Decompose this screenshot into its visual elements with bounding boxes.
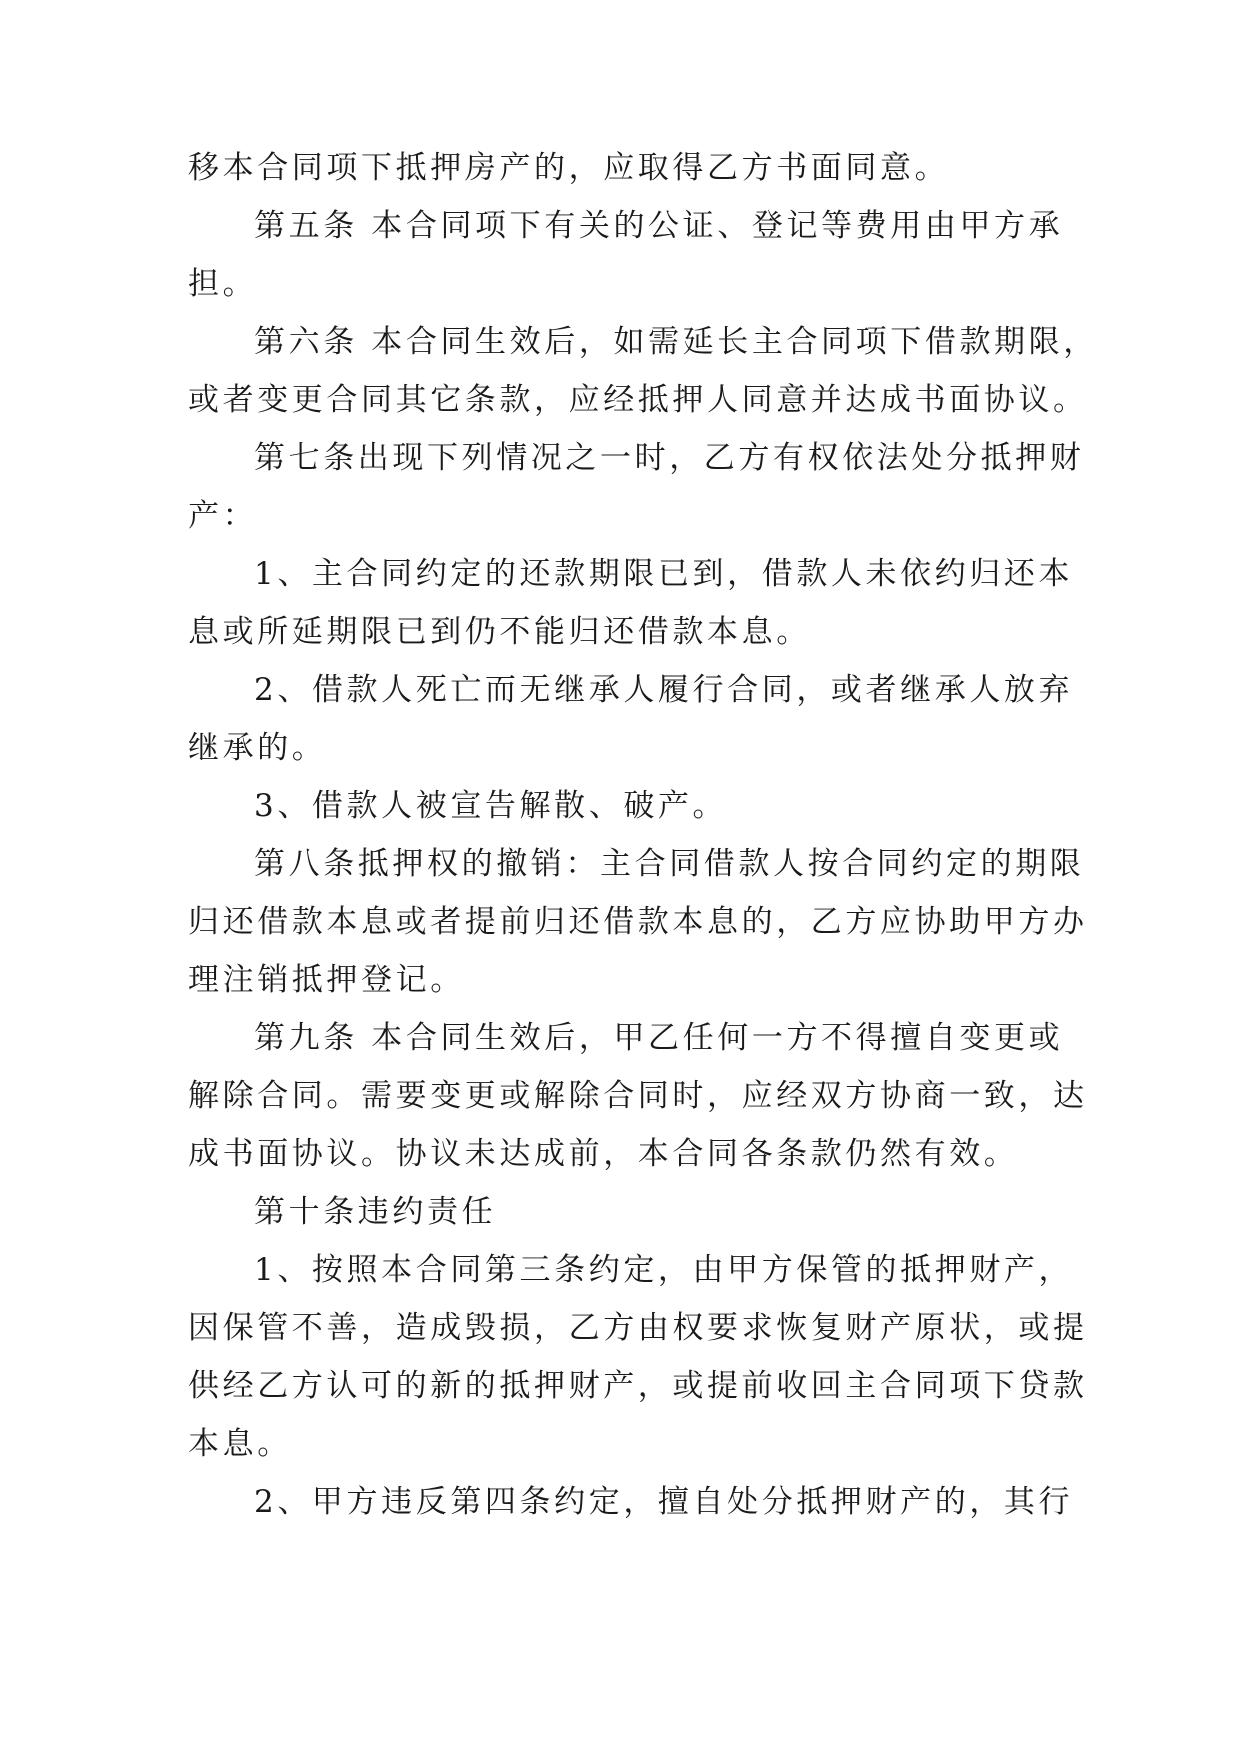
list-item: 2、借款人死亡而无继承人履行合同，或者继承人放弃 [254,672,1074,708]
text-line: 移本合同项下抵押房产的，应取得乙方书面同意。 [188,150,950,186]
text-line: 因保管不善，造成毁损，乙方由权要求恢复财产原状，或提 [188,1310,1088,1346]
clause-10-heading: 第十条违约责任 [254,1194,497,1230]
clause-7-heading: 第七条出现下列情况之一时，乙方有权依法处分抵押财 [254,440,1085,476]
clause-9-heading: 第九条 本合同生效后，甲乙任何一方不得擅自变更或 [254,1020,1064,1056]
text-line: 理注销抵押登记。 [188,962,465,998]
text-line: 息或所延期限已到仍不能归还借款本息。 [188,614,811,650]
text-line: 供经乙方认可的新的抵押财产，或提前收回主合同项下贷款 [188,1368,1088,1404]
clause-5-heading: 第五条 本合同项下有关的公证、登记等费用由甲方承 [254,208,1064,244]
text-line: 成书面协议。协议未达成前，本合同各条款仍然有效。 [188,1136,1019,1172]
clause-6-heading: 第六条 本合同生效后，如需延长主合同项下借款期限， [254,324,1098,360]
list-item: 3、借款人被宣告解散、破产。 [254,788,728,824]
text-line: 或者变更合同其它条款，应经抵押人同意并达成书面协议。 [188,382,1088,418]
list-item: 1、按照本合同第三条约定，由甲方保管的抵押财产， [254,1252,1074,1288]
list-item: 1、主合同约定的还款期限已到，借款人未依约归还本 [254,556,1074,592]
list-item: 2、甲方违反第四条约定，擅自处分抵押财产的，其行 [254,1484,1074,1520]
clause-8-heading: 第八条抵押权的撤销：主合同借款人按合同约定的期限 [254,846,1085,882]
text-line: 本息。 [188,1426,292,1462]
text-line: 产： [188,498,258,534]
text-line: 解除合同。需要变更或解除合同时，应经双方协商一致，达 [188,1078,1088,1114]
text-line: 归还借款本息或者提前归还借款本息的，乙方应协助甲方办 [188,904,1088,940]
text-line: 继承的。 [188,730,327,766]
text-line: 担。 [188,266,258,302]
